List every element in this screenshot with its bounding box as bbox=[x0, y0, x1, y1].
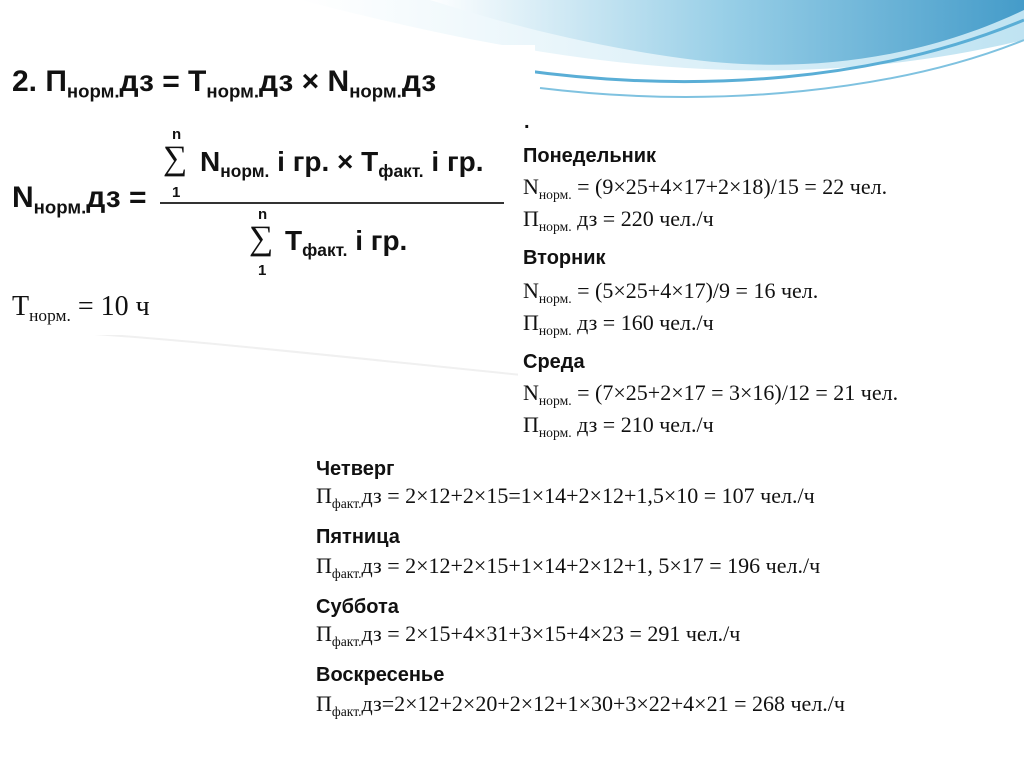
day-title-tuesday: Вторник bbox=[523, 247, 606, 269]
monday-n-norm: $N_{норм.} = (9\times 25+4\times 17+2\times 18)/15 = 22$ чел. bbox=[523, 174, 888, 202]
tuesday-n-norm: $N_{норм.} = (5\times 25+4\times 17)/9 = 16$ чел. bbox=[523, 278, 819, 306]
day-title-thursday: Четверг bbox=[316, 458, 395, 480]
formula-panel bbox=[0, 45, 535, 285]
wednesday-p-norm: $П_{норм.}$ дз = 210 чел./ч bbox=[523, 412, 714, 440]
t-norm-value: $Т_{норм.} = 10$ ч bbox=[12, 291, 150, 326]
tuesday-p-norm: $П_{норм.}$ дз = 160 чел./ч bbox=[523, 310, 714, 338]
sum-upper-limit: n bbox=[172, 126, 182, 143]
day-title-saturday: Суббота bbox=[316, 596, 399, 618]
sum-lower-limit: 1 bbox=[172, 184, 181, 201]
friday-p-fact: $П_{факт.}дз = 2\times 12+2\times 15+1\times 14+2\times 12+1$, 5×17 = 196 чел./ч bbox=[316, 553, 821, 581]
saturday-p-fact: $П_{факт.}дз = 2\times 15+4\times 31+3\times 15+4\times 23 = 291$ чел./ч bbox=[316, 621, 741, 649]
formula-productivity: 2. $П_{норм.}дз = Т_{норм.}дз \times N_{норм.}дз$ bbox=[12, 65, 437, 102]
t-norm-panel bbox=[0, 285, 200, 335]
sum-sign-icon: ∑ bbox=[249, 220, 274, 257]
weekend-panel bbox=[306, 445, 1006, 730]
sum-upper-limit: n bbox=[258, 206, 268, 223]
fraction-bar bbox=[160, 202, 504, 204]
wednesday-n-norm: $N_{норм.} = (7\times 25+2\times 17 = 3\times 16)/12 = 21$ чел. bbox=[523, 380, 899, 408]
sunday-p-fact: $П_{факт.}дз=2\times 12+2\times 20+2\times 12+1\times 30+3\times 22+4\times 21 = 268$ чел./ч bbox=[316, 691, 845, 719]
sum-sign-icon: ∑ bbox=[163, 140, 188, 177]
formula-denominator: $Т_{факт.}$ i гр. bbox=[285, 225, 408, 261]
day-title-sunday: Воскресенье bbox=[316, 664, 445, 686]
formula-lhs: $N_{норм.}дз$ = bbox=[12, 181, 147, 218]
day-title-friday: Пятница bbox=[316, 526, 400, 548]
monday-p-norm: $П_{норм.}$ дз = 220 чел./ч bbox=[523, 206, 714, 234]
thursday-p-fact: $П_{факт.}дз = 2\times 12+2\times 15=1\times 14+2\times 12+1,5\times 10 = 107$ чел./ч bbox=[316, 483, 815, 511]
formula-numerator: $N_{норм.}$ i гр. × $Т_{факт.}$ i гр. bbox=[200, 146, 484, 182]
separator-dot: . bbox=[524, 111, 530, 133]
weekday-panel bbox=[518, 108, 1024, 445]
day-title-wednesday: Среда bbox=[523, 351, 585, 373]
day-title-monday: Понедельник bbox=[523, 145, 656, 167]
sum-lower-limit: 1 bbox=[258, 262, 267, 279]
